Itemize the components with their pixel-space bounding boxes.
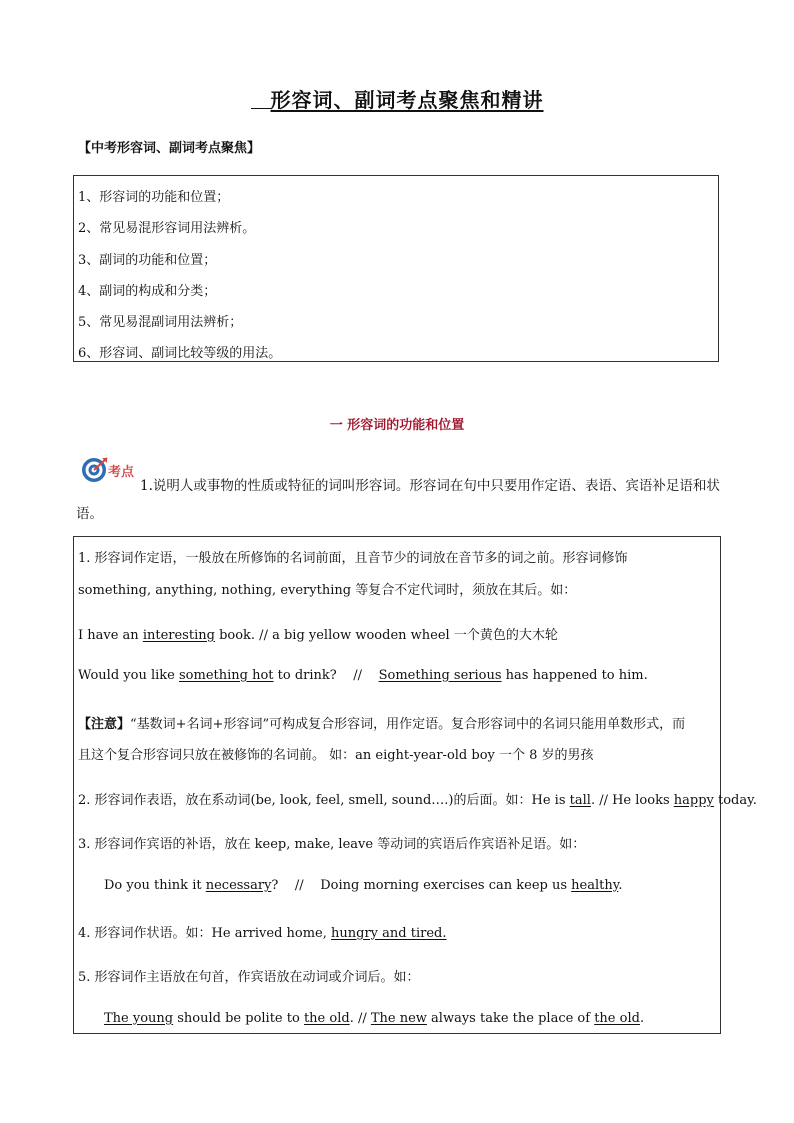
focus-item: 2、常见易混形容词用法辨析。 [78,221,256,237]
page-title: 形容词、副词考点聚焦和精讲 [0,84,794,113]
rule-4: 4. 形容词作状语。如：He arrived home, hungry and tired. [78,926,447,941]
rule-1-line-b: something, anything, nothing, everything 等复合不定代词时，须放在其后。如： [78,583,577,598]
title-underline-lead [251,90,271,109]
focus-item: 3、副词的功能和位置； [78,252,217,268]
note-line-b: 且这个复合形容词只放在被修饰的名词前。 如：an eight-year-old boy 一个 8 岁的男孩 [78,748,594,763]
focus-item: 1、形容词的功能和位置； [78,190,230,205]
section-heading: 【中考形容词、副词考点聚焦】 [78,141,261,156]
example-1: I have an interesting book. // a big yellow wooden wheel 一个黄色的大木轮 [78,628,558,643]
rule-3: 3. 形容词作宾语的补语，放在 keep, make, leave 等动词的宾语后作宾语补足语。如： [78,837,586,852]
rule-1-line-a: 1. 形容词作定语，一般放在所修饰的名词前面，且音节少的词放在音节多的词之前。形容词修饰 [78,551,628,566]
rule-2: 2. 形容词作表语，放在系动词(be, look, feel, smell, sound….)的后面。如：He is tall. // He looks happy today. [78,793,757,808]
kaodian-label: 考点 [108,465,135,480]
note-line-a: 【注意】“基数词+名词+形容词”可构成复合形容词，用作定语。复合形容词中的名词只能用单数形式，而 [78,717,686,732]
focus-item: 6、形容词、副词比较等级的用法。 [78,346,282,362]
focus-item: 5、常见易混副词用法辨析； [78,315,243,331]
example-3: Do you think it necessary? // Doing morning exercises can keep us healthy. [104,878,623,893]
example-2: Would you like something hot to drink? // Something serious has happened to him. [78,668,648,683]
part-title: 一 形容词的功能和位置 [329,418,465,433]
rule-5: 5. 形容词作主语放在句首，作宾语放在动词或介词后。如： [78,970,420,985]
example-5: The young should be polite to the old. // The new always take the place of the old. [104,1011,645,1026]
intro-text: 1.说明人或事物的性质或特征的词叫形容词。形容词在句中只要用作定语、表语、宾语补足语和状语。 [76,478,720,522]
focus-list-box [73,175,719,362]
rules-box [73,536,757,1034]
focus-item: 4、副词的构成和分类； [78,283,217,299]
